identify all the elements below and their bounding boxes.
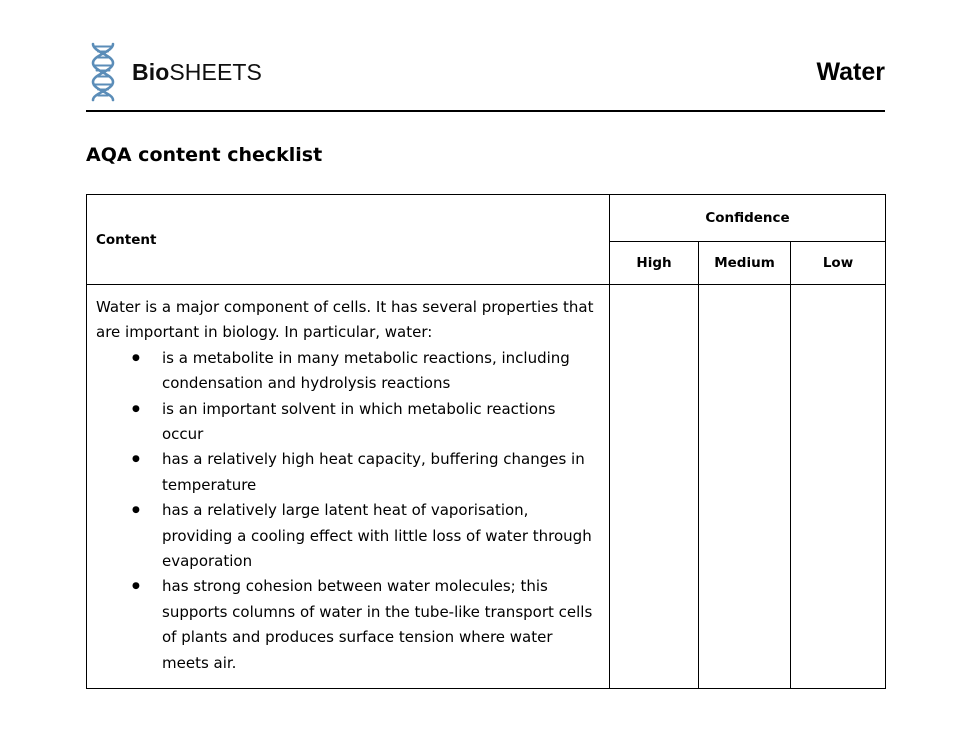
column-header-high: High (610, 241, 699, 284)
list-item: ● has strong cohesion between water molecules; this supports columns of water in the tube-like transport cells of plants and produces surface tension where water meets air. (96, 574, 597, 676)
topic-title: Water (816, 57, 885, 86)
content-bullet-list (96, 346, 597, 676)
brand-name-regular: SHEETS (169, 58, 262, 85)
confidence-cell-low[interactable] (791, 285, 886, 689)
table-row (87, 285, 886, 689)
table-header (87, 195, 886, 285)
page-title: AQA content checklist (86, 144, 323, 166)
masthead-divider (86, 110, 885, 112)
content-intro-text: Water is a major component of cells. It has several properties that are important in biology. In particular, water: (96, 298, 594, 342)
list-item: ● has a relatively high heat capacity, buffering changes in temperature (96, 447, 597, 498)
list-item: ● is a metabolite in many metabolic reactions, including condensation and hydrolysis reactions (96, 346, 597, 397)
column-header-confidence: Confidence (610, 195, 886, 242)
masthead (86, 34, 885, 110)
column-header-medium: Medium (699, 241, 791, 284)
column-header-content: Content (87, 195, 610, 285)
column-header-low: Low (791, 241, 886, 284)
confidence-cell-high[interactable] (610, 285, 699, 689)
content-cell (87, 285, 610, 689)
table-body (87, 285, 886, 689)
content-checklist-table (86, 194, 886, 689)
brand-wordmark (132, 58, 262, 85)
brand-logo (86, 41, 262, 103)
brand-name-bold: Bio (132, 58, 170, 85)
list-item: ● has a relatively large latent heat of vaporisation, providing a cooling effect with little loss of water through evaporation (96, 498, 597, 574)
table-header-row-group (87, 195, 886, 242)
dna-helix-icon (86, 41, 120, 103)
list-item: ● is an important solvent in which metabolic reactions occur (96, 397, 597, 448)
confidence-cell-medium[interactable] (699, 285, 791, 689)
